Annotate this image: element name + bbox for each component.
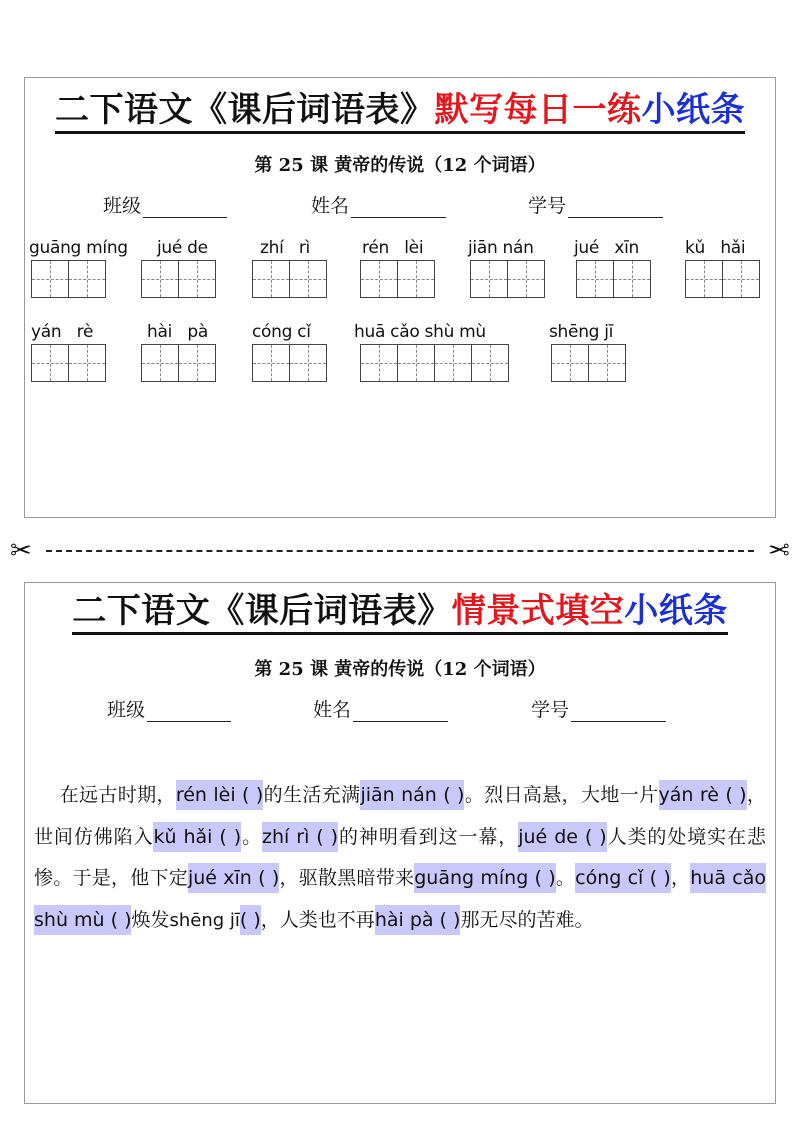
pinyin: yán rè [31,322,94,342]
name-label: 姓名 [311,195,350,217]
passage-text: ，世间仿佛陷入 [34,784,766,848]
passage-text: ， [670,867,691,889]
writing-grid[interactable] [360,260,435,298]
class-label: 班级 [107,699,146,721]
pinyin: jué xīn [574,238,640,258]
scissors-icon: ✂ [10,536,32,566]
fill-in-passage [34,775,766,941]
class-field[interactable] [103,191,227,218]
title-part-main: 二下语文《课后词语表》 [72,591,452,631]
writing-grid[interactable] [576,260,651,298]
number-label: 学号 [531,699,570,721]
writing-grid[interactable] [141,344,216,382]
writing-grid[interactable] [141,260,216,298]
passage-text: ，人类也不再 [260,908,375,931]
blank-jue-xin[interactable]: jué xīn ( ) [188,863,279,893]
writing-grid[interactable] [31,260,106,298]
title-part-red: 默写每日一练 [434,90,642,130]
writing-grid[interactable] [470,260,545,298]
pinyin: guāng míng [29,238,128,258]
passage-text: 在远古时期， [59,784,176,806]
blank-jue-de[interactable]: jué de ( ) [518,822,606,852]
dashed-divider [46,550,754,552]
lesson-subtitle: 第 25 课 黄帝的传说（12 个词语） [254,659,546,680]
passage-text: 的神明看到这一幕， [338,825,519,848]
pinyin: rén lèi [362,238,424,258]
student-number-field[interactable] [531,695,666,722]
blank-hai-pa[interactable]: hài pà ( ) [375,905,461,935]
writing-grid[interactable] [252,260,327,298]
pinyin-sheng-ji: shēng jī [169,909,240,931]
writing-grid[interactable] [360,344,509,382]
passage-text: 焕发 [131,908,170,931]
pinyin: hài pà [147,322,208,342]
pinyin: shēng jī [549,322,614,342]
passage-text: 。 [241,825,263,848]
blank-zhi-ri[interactable]: zhí rì ( ) [262,822,338,852]
pinyin: kǔ hǎi [685,238,746,258]
pinyin: zhí rì [260,238,310,258]
blank-jian-nan[interactable]: jiān nán ( ) [360,780,464,810]
pinyin: cóng cǐ [252,322,311,342]
blank-ku-hai[interactable]: kǔ hǎi ( ) [153,822,241,852]
passage-text: 那无尽的苦难。 [460,908,594,931]
class-field[interactable] [107,695,231,722]
passage-text: 。 [555,867,576,889]
blank-cong-ci[interactable]: cóng cǐ ( ) [575,863,671,893]
blank-ren-lei[interactable]: rén lèi ( ) [176,780,263,810]
blank-guang-ming[interactable]: guāng míng ( ) [414,863,555,893]
blank-hua-cao-shu-mu[interactable]: huā cǎo shù mù ( ) [34,863,766,935]
title-part-blue: 小纸条 [641,90,745,130]
lesson-subtitle: 第 25 课 黄帝的传说（12 个词语） [254,155,546,176]
pinyin: jué de [157,238,208,258]
cut-line [10,536,790,566]
number-label: 学号 [528,195,567,217]
name-label: 姓名 [313,699,352,721]
title-part-main: 二下语文《课后词语表》 [55,90,435,130]
name-field[interactable] [313,695,448,722]
writing-grid[interactable] [252,344,327,382]
card-title [25,591,775,635]
class-label: 班级 [103,195,142,217]
passage-text: ，驱散黑暗带来 [279,867,415,889]
title-part-blue: 小纸条 [624,591,728,631]
dictation-card [24,77,776,518]
student-number-field[interactable] [528,191,663,218]
writing-grid[interactable] [685,260,760,298]
passage-text: 的生活充满 [263,784,361,806]
title-part-red: 情景式填空 [451,591,625,631]
blank-sheng-ji[interactable]: ( ) [240,905,261,935]
name-field[interactable] [311,191,446,218]
blank-yan-re[interactable]: yán rè ( ) [659,780,747,810]
card-title [25,90,775,134]
writing-grid[interactable] [31,344,106,382]
passage-text: 。烈日高悬，大地一片 [464,784,659,806]
scissors-icon: ✂ [768,536,790,566]
pinyin: jiān nán [468,238,534,258]
writing-grid[interactable] [551,344,626,382]
passage-text: 人类的处境实在悲惨。于是，他下定 [34,825,766,889]
pinyin: huā cǎo shù mù [354,322,486,342]
